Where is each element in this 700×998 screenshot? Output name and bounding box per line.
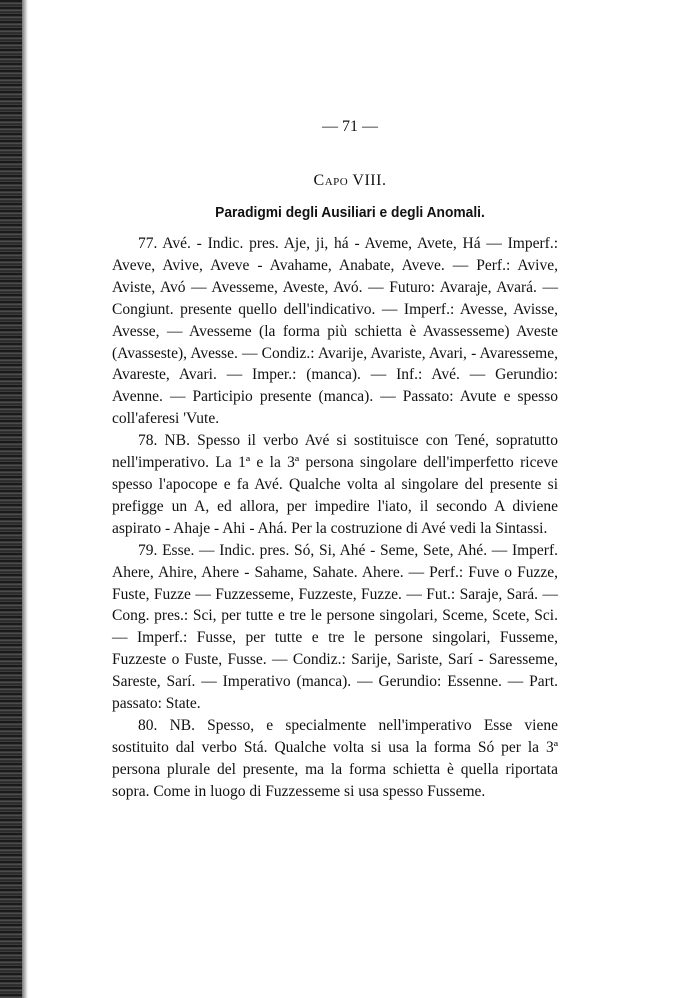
paragraph-79: 79. Esse. — Indic. pres. Só, Si, Ahé - Seme, Sete, Ahé. — Imperf. Ahere, Ahire, Ahere - Sahame, Sahate. Ahere. — Perf.: Fuve o Fuzze, Fuste, Fuzze — Fuzzesseme, Fuzzeste, Fuzze. — Fut.: Saraje, Sará. — Cong. pres.: Sci, per tutte e tre le persone singolari, Sceme, Scete, Sci. — Imperf.: Fusse, per tutte e tre le persone singolari, Fusseme, Fuzzeste o Fuste, Fusse. — Condiz.: Sarije, Sariste, Sarí - Saresseme, Sareste, Sarí. — Imperativo (manca). — Gerundio: Essenne. — Part. passato: State.	[112, 541, 558, 713]
chapter-title: Capo VIII.	[313, 172, 387, 189]
book-binding-edge	[0, 0, 22, 998]
binding-shadow	[22, 0, 28, 998]
section-title: Paradigmi degli Ausiliari e degli Anomali.	[215, 204, 485, 221]
paragraph-77: 77. Avé. - Indic. pres. Aje, ji, há - Aveme, Avete, Há — Imperf.: Aveve, Avive, Aveve - Avahame, Anabate, Aveve. — Perf.: Avive, Aviste, Avó — Avesseme, Aveste, Avó. — Futuro: Avaraje, Avará. — Congiunt. presente quello dell'indicativo. — Imperf.: Avesse, Avisse, Avesse, — Avesseme (la forma più schietta è Avassesseme) Aveste (Avasseste), Avesse. — Condiz.: Avarije, Avariste, Avari, - Avaresseme, Avareste, Avari. — Imper.: (manca). — Inf.: Avé. — Gerundio: Avenne. — Participio presente (manca). — Passato: Avute e spesso coll'aferesi 'Vute.	[112, 235, 558, 428]
page-number: — 71 —	[322, 118, 378, 135]
body-text	[112, 233, 558, 803]
paragraph-80: 80. NB. Spesso, e specialmente nell'imperativo Esse viene sostituito dal verbo Stá. Qualche volta si usa la forma Só per la 3ª persona plurale del presente, ma la forma schietta è quella riportata sopra. Come in luogo di Fuzzesseme si usa spesso Fusseme.	[112, 716, 558, 800]
paragraph-78: 78. NB. Spesso il verbo Avé si sostituisce con Tené, sopratutto nell'imperativo. La 1ª e la 3ª persona singolare dell'imperfetto riceve spesso l'apocope e fa Avé. Qualche volta al singolare del presente si prefigge un A, ed allora, per impedire l'iato, il secondo A diviene aspirato - Ahaje - Ahi - Ahá. Per la costruzione di Avé vedi la Sintassi.	[112, 432, 558, 537]
